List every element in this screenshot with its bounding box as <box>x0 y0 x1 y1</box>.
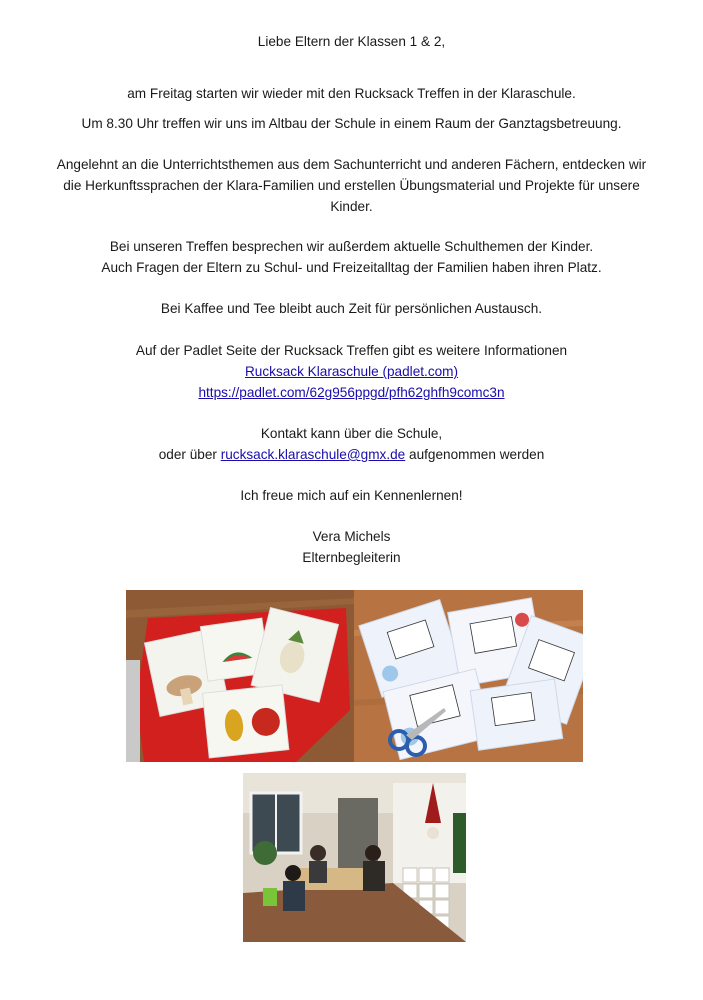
contact-line-2 <box>0 445 703 465</box>
topics-line-1: Angelehnt an die Unterrichtsthemen aus dem Sachunterricht und anderen Fächern, entdecken wir <box>56 157 647 172</box>
topics-line-2: die Herkunftssprachen der Klara-Familien und erstellen Übungsmaterial und Projekte für unsere <box>63 178 640 193</box>
greeting: Liebe Eltern der Klassen 1 & 2, <box>257 34 446 49</box>
padlet-link[interactable]: Rucksack Klaraschule (padlet.com) <box>244 364 459 379</box>
meetings-line-2: Auch Fragen der Eltern zu Schul- und Freizeitalltag der Familien haben ihren Platz. <box>101 260 602 275</box>
closing-line: Ich freue mich auf ein Kennenlernen! <box>240 488 463 503</box>
signature-role: Elternbegleiterin <box>302 550 401 565</box>
padlet-url-line <box>0 383 703 403</box>
intro-line-2: Um 8.30 Uhr treffen wir uns im Altbau der Schule in einem Raum der Ganztagsbetreuung. <box>81 116 622 131</box>
topics-line-3: Kinder. <box>330 199 373 214</box>
photo-vocabulary-cards <box>126 590 354 762</box>
coffee-line: Bei Kaffee und Tee bleibt auch Zeit für persönlichen Austausch. <box>160 301 543 316</box>
contact-email-link[interactable]: rucksack.klaraschule@gmx.de <box>220 447 406 462</box>
contact-suffix: aufgenommen werden <box>405 447 545 462</box>
photo-winter-worksheets <box>354 590 583 762</box>
padlet-intro: Auf der Padlet Seite der Rucksack Treffen gibt es weitere Informationen <box>135 343 568 358</box>
signature-name: Vera Michels <box>312 529 391 544</box>
photo-classroom-meeting <box>243 773 466 942</box>
contact-line-1: Kontakt kann über die Schule, <box>260 426 443 441</box>
meetings-line-1: Bei unseren Treffen besprechen wir außerdem aktuelle Schulthemen der Kinder. <box>109 239 594 254</box>
contact-prefix: oder über <box>158 447 221 462</box>
intro-line-1: am Freitag starten wir wieder mit den Rucksack Treffen in der Klaraschule. <box>127 86 576 101</box>
padlet-url-link[interactable]: https://padlet.com/62g956ppgd/pfh62ghfh9comc3n <box>198 385 505 400</box>
padlet-link-line <box>0 362 703 382</box>
